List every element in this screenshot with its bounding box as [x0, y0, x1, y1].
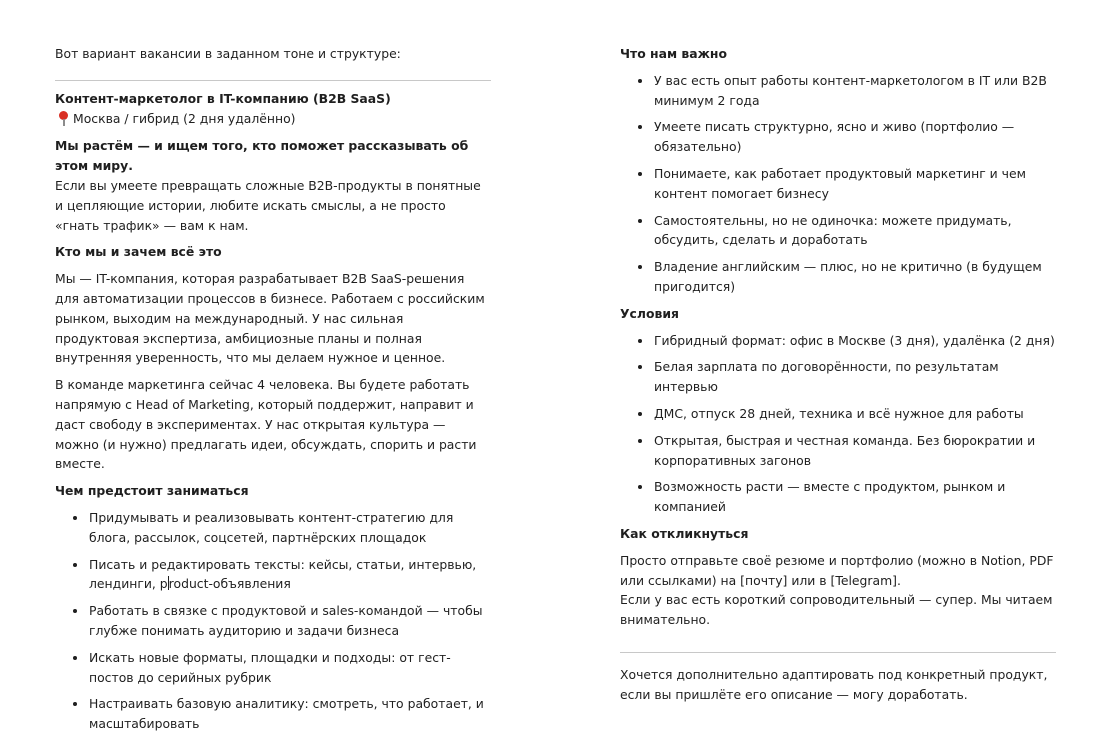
list-item: Придумывать и реализовывать контент-стратегию для блога, рассылок, соцсетей, партнёрских площадок — [55, 508, 491, 548]
conditions-heading: Условия — [620, 305, 679, 321]
tasks-list — [55, 508, 491, 734]
list-item: Настраивать базовую аналитику: смотреть, что работает, и масштабировать — [55, 694, 491, 734]
list-item: Открытая, быстрая и честная команда. Без бюрократии и корпоративных загонов — [620, 431, 1056, 471]
list-item — [55, 555, 491, 595]
list-item: У вас есть опыт работы контент-маркетологом в IT или B2B минимум 2 года — [620, 71, 1056, 111]
left-column — [55, 44, 491, 741]
list-item: Белая зарплата по договорённости, по результатам интервью — [620, 357, 1056, 397]
hook-bold: Мы растём — и ищем того, кто поможет рассказывать об этом миру. — [55, 138, 469, 174]
about-paragraph-2: В команде маркетинга сейчас 4 человека. Вы будете работать напрямую с Head of Marketing, который поддержит, направит и даст свободу в экспериментах. У нас открытая культура — можно (и нужно) предлагать идеи, обсуждать, спорить и расти вместе. — [55, 377, 477, 472]
about-heading: Кто мы и зачем всё это — [55, 244, 222, 260]
closing-text: Хочется дополнительно адаптировать под конкретный продукт, если вы пришлёте его описание — могу доработать. — [620, 666, 1048, 702]
list-item: ДМС, отпуск 28 дней, техника и всё нужное для работы — [620, 404, 1056, 424]
hook-paragraph — [55, 136, 491, 235]
task-text-before-cursor: Писать и редактировать тексты: кейсы, статьи, интервью, лендинги, p — [89, 556, 477, 592]
task-text-after-cursor: roduct-объявления — [168, 576, 291, 592]
intro-text: Вот вариант вакансии в заданном тоне и структуре: — [55, 46, 401, 61]
divider-top — [55, 80, 491, 81]
vacancy-title: Контент-маркетолог в IT-компанию (B2B SaaS) — [55, 90, 391, 106]
map-pin-icon — [59, 111, 68, 120]
list-item: Самостоятельны, но не одиночка: можете придумать, обсудить, сделать и доработать — [620, 211, 1056, 251]
important-list — [620, 71, 1056, 297]
list-item: Гибридный формат: офис в Москве (3 дня), удалёнка (2 дня) — [620, 331, 1056, 351]
apply-paragraph-2: Если у вас есть короткий сопроводительный — супер. Мы читаем внимательно. — [620, 592, 1053, 628]
location-line — [55, 109, 491, 129]
apply-heading: Как откликнуться — [620, 525, 749, 541]
important-heading: Что нам важно — [620, 46, 727, 61]
right-column — [620, 44, 1056, 705]
hook-text: Если вы умеете превращать сложные B2B-продукты в понятные и цепляющие истории, любите искать смыслы, а не просто «гнать трафик» — вам к нам. — [55, 177, 481, 233]
list-item: Владение английским — плюс, но не критично (в будущем пригодится) — [620, 257, 1056, 297]
list-item: Понимаете, как работает продуктовый маркетинг и чем контент помогает бизнесу — [620, 164, 1056, 204]
list-item: Искать новые форматы, площадки и подходы: от гест-постов до серийных рубрик — [55, 648, 491, 688]
list-item: Работать в связке с продуктовой и sales-командой — чтобы глубже понимать аудиторию и задачи бизнеса — [55, 601, 491, 641]
list-item: Умеете писать структурно, ясно и живо (портфолио — обязательно) — [620, 117, 1056, 157]
list-item: Возможность расти — вместе с продуктом, рынком и компанией — [620, 477, 1056, 517]
apply-paragraph-1: Просто отправьте своё резюме и портфолио (можно в Notion, PDF или ссылками) на [почту] или в [Telegram]. — [620, 552, 1054, 588]
about-paragraph-1: Мы — IT-компания, которая разрабатывает B2B SaaS-решения для автоматизации процессов в бизнесе. Работаем с российским рынком, выходим на международный. У нас сильная продуктовая экспертиза, амбициозные планы и полная внутренняя уверенность, что мы делаем нужное и ценное. — [55, 271, 485, 366]
divider-bottom — [620, 652, 1056, 653]
tasks-heading: Чем предстоит заниматься — [55, 483, 249, 499]
conditions-list — [620, 331, 1056, 517]
location-text: Москва / гибрид (2 дня удалённо) — [73, 110, 296, 126]
